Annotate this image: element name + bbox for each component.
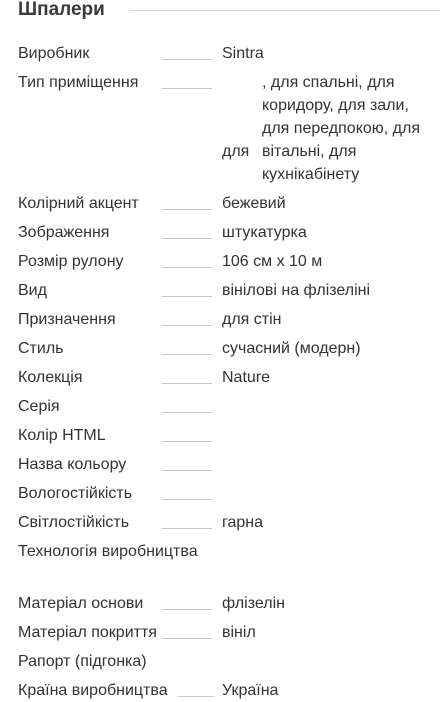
spec-row-color-name: [18, 453, 428, 476]
section-title: Шпалери: [18, 0, 105, 20]
spec-value[interactable]: для стін: [222, 311, 282, 328]
spec-label: Матеріал основи: [18, 595, 144, 612]
spec-label: Світлостійкість: [18, 514, 130, 531]
room-type-prefix: для: [222, 143, 250, 160]
spec-row-base-material: [18, 592, 428, 615]
spec-label: Технологія виробництва: [18, 543, 198, 560]
spec-row-roll-size: [18, 250, 428, 273]
spec-value-room-type: [222, 71, 428, 187]
spec-label: Тип приміщення: [18, 74, 139, 91]
leader-line: [162, 209, 212, 210]
spec-row-collection: [18, 366, 428, 389]
leader-line: [178, 696, 214, 697]
leader-line: [162, 325, 212, 326]
spec-row-series: [18, 395, 428, 418]
spec-row-html-color: [18, 424, 428, 447]
spec-value[interactable]: Sintra: [222, 45, 264, 62]
spec-row-style: [18, 337, 428, 360]
spec-row-pattern-repeat: [18, 650, 428, 673]
spec-value[interactable]: штукатурка: [222, 224, 307, 241]
leader-line: [162, 238, 212, 239]
leader-line: [162, 528, 212, 529]
spec-value[interactable]: вінілові на флізеліні: [222, 282, 371, 299]
spec-value[interactable]: Nature: [222, 369, 271, 386]
spec-value: гарна: [222, 514, 264, 531]
spec-label: Колекція: [18, 369, 83, 386]
spec-label: Матеріал покриття: [18, 624, 157, 641]
spec-value: 106 см x 10 м: [222, 253, 323, 270]
spec-label: Зображення: [18, 224, 110, 241]
room-type-list[interactable]: , для спальні, для коридору, для зали, для передпокою, для вітальні, для кухнікабінету: [262, 74, 420, 183]
spec-label: Країна виробництва: [18, 682, 168, 699]
spec-value[interactable]: флізелін: [222, 595, 285, 612]
leader-line: [162, 354, 212, 355]
section-header: [18, 0, 440, 22]
spec-label: Виробник: [18, 45, 90, 62]
leader-line: [162, 609, 212, 610]
leader-line: [162, 470, 212, 471]
spec-row-moisture-resistance: [18, 482, 428, 505]
spec-label: Колір HTML: [18, 427, 106, 444]
spec-label: Серія: [18, 398, 60, 415]
spec-row-color-accent: [18, 192, 428, 215]
leader-line: [162, 267, 212, 268]
spec-row-room-type: [18, 71, 428, 187]
leader-line: [162, 441, 212, 442]
leader-line: [162, 383, 212, 384]
spec-label: Стиль: [18, 340, 64, 357]
spec-label: Розмір рулону: [18, 253, 124, 270]
leader-line: [162, 412, 212, 413]
spec-row-coating-material: [18, 621, 428, 644]
leader-line: [162, 88, 212, 89]
spec-row-production-technology: [18, 540, 428, 586]
spec-row-pattern: [18, 221, 428, 244]
spec-value[interactable]: Україна: [222, 682, 279, 699]
spec-label: Призначення: [18, 311, 116, 328]
spec-row-kind: [18, 279, 428, 302]
spec-row-manufacturer: [18, 42, 428, 65]
spec-row-purpose: [18, 308, 428, 331]
spec-value[interactable]: бежевий: [222, 195, 286, 212]
spec-label: Колірний акцент: [18, 195, 139, 212]
spec-label: Рапорт (підгонка): [18, 653, 147, 670]
leader-line: [162, 638, 212, 639]
leader-line: [162, 499, 212, 500]
spec-label: Вологостійкість: [18, 485, 133, 502]
title-divider: [130, 10, 440, 11]
leader-line: [162, 296, 212, 297]
spec-value[interactable]: сучасний (модерн): [222, 340, 361, 357]
spec-row-country: [18, 679, 428, 700]
spec-label: Вид: [18, 282, 47, 299]
spec-row-light-resistance: [18, 511, 428, 534]
spec-label: Назва кольору: [18, 456, 127, 473]
spec-value[interactable]: вініл: [222, 624, 256, 641]
leader-line: [162, 59, 212, 60]
